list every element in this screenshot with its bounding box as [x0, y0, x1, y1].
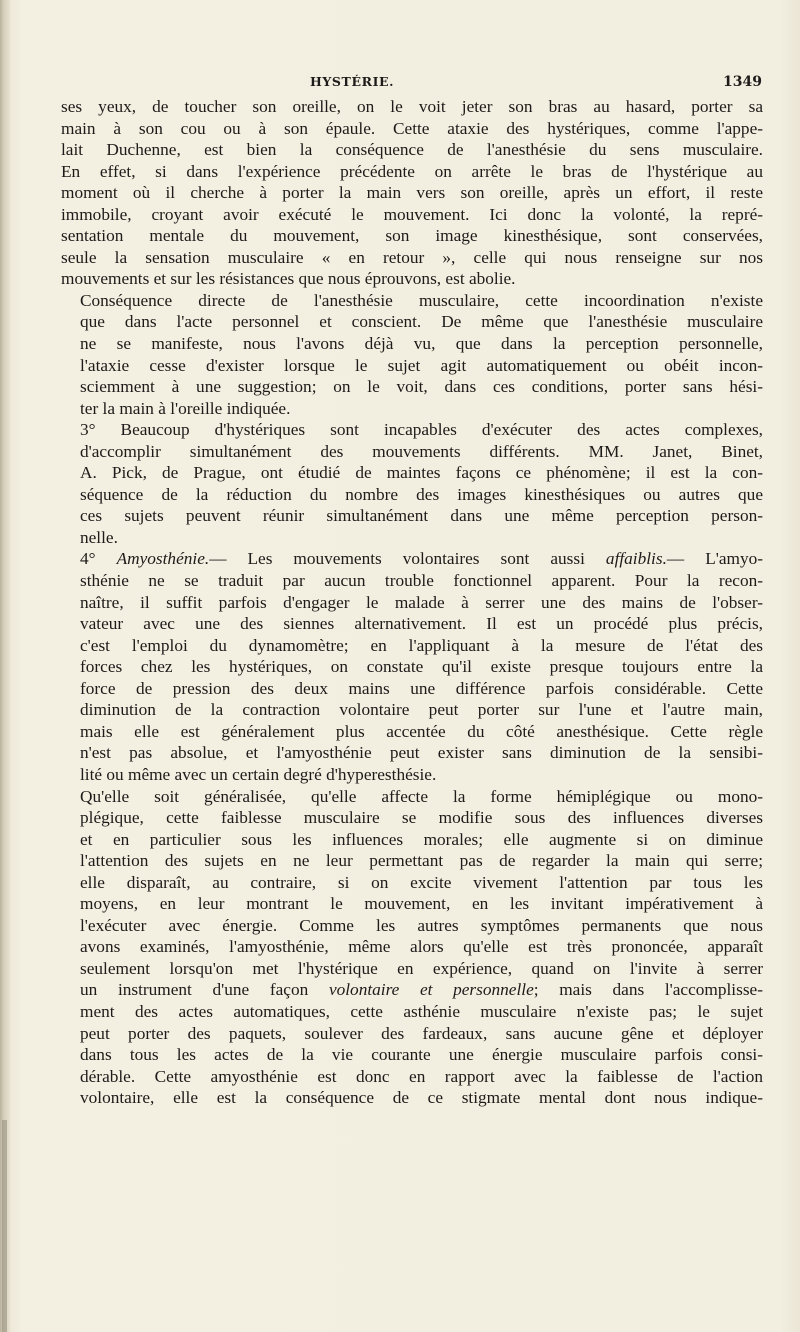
text-line — [61, 182, 763, 204]
text-run: mais elle est généralement plus accentée du côté anesthésique. Cette règle — [80, 721, 763, 741]
paragraph — [61, 96, 763, 290]
text-line — [61, 268, 763, 290]
text-run: ter la main à l'oreille indiquée. — [80, 398, 291, 418]
text-line — [61, 570, 763, 592]
paragraph — [61, 548, 763, 785]
text-run: mouvements et sur les résistances que nous éprouvons, est abolie. — [61, 269, 516, 289]
text-line — [61, 678, 763, 700]
text-line — [61, 505, 763, 527]
text-run: d'accomplir simultanément des mouvements différents. MM. Janet, Binet, — [80, 441, 763, 461]
text-run: sciemment à une suggestion; on le voit, dans ces conditions, porter sans hési- — [80, 377, 763, 397]
text-run: Qu'elle soit généralisée, qu'elle affecte la forme hémiplégique ou mono- — [80, 786, 763, 806]
paragraph — [61, 290, 763, 419]
text-run: l'exécuter avec énergie. Comme les autres symptômes permanents que nous — [80, 915, 763, 935]
text-run: seule la sensation musculaire « en retour », celle qui nous renseigne sur nos — [61, 247, 763, 267]
text-line — [61, 548, 763, 570]
text-line — [61, 915, 763, 937]
text-line — [61, 786, 763, 808]
text-line — [61, 958, 763, 980]
text-run: moment où il cherche à porter la main vers son oreille, après un effort, il reste — [61, 183, 763, 203]
text-line — [61, 1023, 763, 1045]
text-run: n'est pas absolue, et l'amyosthénie peut exister sans diminution de la sensibi- — [80, 743, 763, 763]
text-run: lité ou même avec un certain degré d'hyperesthésie. — [80, 764, 437, 784]
text-line — [61, 398, 763, 420]
text-line — [61, 139, 763, 161]
text-line — [61, 979, 763, 1001]
text-run: ces sujets peuvent réunir simultanément dans une même perception person- — [80, 506, 763, 526]
text-run: main à son cou ou à son épaule. Cette ataxie des hystériques, comme l'appe- — [61, 118, 763, 138]
text-run: — Les mouvements volontaires sont aussi — [209, 549, 606, 569]
text-line — [61, 936, 763, 958]
text-run: ment des actes automatiques, cette asthénie musculaire n'existe pas; le sujet — [80, 1001, 763, 1021]
page-binding-edge — [0, 0, 10, 1332]
text-run: elle disparaît, au contraire, si on excite vivement l'attention par tous les — [80, 872, 763, 892]
text-run: ; mais dans l'accomplisse- — [533, 980, 763, 1000]
text-line — [61, 419, 763, 441]
text-line — [61, 635, 763, 657]
page-number: 1349 — [723, 74, 762, 90]
text-line — [61, 225, 763, 247]
paragraph — [61, 786, 763, 1109]
text-line — [61, 247, 763, 269]
text-run: avons examinés, l'amyosthénie, même alors qu'elle est très prononcée, apparaît — [80, 937, 763, 957]
text-line — [61, 462, 763, 484]
text-run: un instrument d'une façon — [80, 980, 329, 1000]
text-line — [61, 592, 763, 614]
text-line — [61, 699, 763, 721]
text-run: volontaire, elle est la conséquence de ce stigmate mental dont nous indique- — [80, 1088, 763, 1108]
text-run: Conséquence directe de l'anesthésie musculaire, cette incoordination n'existe — [80, 290, 763, 310]
text-run: ne se manifeste, nous l'avons déjà vu, que dans la perception personnelle, — [80, 334, 763, 354]
text-line — [61, 829, 763, 851]
text-line — [61, 850, 763, 872]
text-run: A. Pick, de Prague, ont étudié de maintes façons ce phénomène; il est la con- — [80, 463, 763, 483]
text-run: lait Duchenne, est bien la conséquence de l'anesthésie du sens musculaire. — [61, 140, 763, 160]
text-line — [61, 656, 763, 678]
text-line — [61, 355, 763, 377]
text-line — [61, 1001, 763, 1023]
text-run: vateur avec une des siennes alternativement. Il est un procédé plus précis, — [80, 614, 763, 634]
text-line — [61, 484, 763, 506]
text-run: c'est l'emploi du dynamomètre; en l'appliquant à la mesure de l'état des — [80, 635, 763, 655]
text-line — [61, 721, 763, 743]
text-run: En effet, si dans l'expérience précédente on arrête le bras de l'hystérique au — [61, 161, 763, 181]
text-run: diminution de la contraction volontaire peut porter sur l'une et l'autre main, — [80, 700, 763, 720]
text-run: force de pression des deux mains une différence parfois considérable. Cette — [80, 678, 763, 698]
text-line — [61, 161, 763, 183]
text-line — [61, 118, 763, 140]
text-line — [61, 893, 763, 915]
text-run: nelle. — [80, 527, 118, 547]
text-line — [61, 742, 763, 764]
text-line — [61, 613, 763, 635]
text-line — [61, 376, 763, 398]
text-line — [61, 311, 763, 333]
text-run: dérable. Cette amyosthénie est donc en rapport avec la faiblesse de l'action — [80, 1066, 763, 1086]
page-header — [60, 74, 762, 96]
italic-run: Amyosthénie. — [116, 549, 210, 569]
text-run: 4° — [80, 549, 117, 569]
text-run: moyens, en leur montrant le mouvement, en les invitant impérativement à — [80, 894, 763, 914]
text-run: l'attention des sujets en ne leur permettant pas de regarder la main qui serre; — [80, 851, 763, 871]
text-line — [61, 1044, 763, 1066]
text-run: séquence de la réduction du nombre des images kinesthésiques ou autres que — [80, 484, 763, 504]
text-run: immobile, croyant avoir exécuté le mouvement. Ici donc la volonté, la repré- — [61, 204, 763, 224]
text-run: et en particulier sous les influences morales; elle augmente si on diminue — [80, 829, 763, 849]
text-run: forces chez les hystériques, on constate qu'il existe presque toujours entre la — [80, 657, 763, 677]
text-line — [61, 441, 763, 463]
text-line — [61, 1087, 763, 1109]
text-line — [61, 333, 763, 355]
text-run: l'ataxie cesse d'exister lorsque le sujet agit automatiquement ou obéit incon- — [80, 355, 763, 375]
body-text — [61, 96, 763, 1109]
text-run: 3° Beaucoup d'hystériques sont incapables d'exécuter des actes complexes, — [80, 420, 763, 440]
text-line — [61, 96, 763, 118]
text-run: — L'amyo- — [666, 549, 764, 569]
text-line — [61, 290, 763, 312]
text-line — [61, 1066, 763, 1088]
paragraph — [61, 419, 763, 548]
text-run: dans tous les actes de la vie courante une énergie musculaire parfois consi- — [80, 1045, 763, 1065]
text-line — [61, 764, 763, 786]
text-run: que dans l'acte personnel et conscient. De même que l'anesthésie musculaire — [80, 312, 763, 332]
text-run: sthénie ne se traduit par aucun trouble fonctionnel apparent. Pour la recon- — [80, 571, 763, 591]
text-run: naître, il suffit parfois d'engager le malade à serrer une des mains de l'obser- — [80, 592, 763, 612]
text-run: ses yeux, de toucher son oreille, on le voit jeter son bras au hasard, porter sa — [61, 97, 763, 116]
text-run: sentation mentale du mouvement, son image kinesthésique, sont conservées, — [61, 226, 763, 246]
running-title: HYSTÉRIE. — [310, 74, 395, 89]
text-run: plégique, cette faiblesse musculaire se modifie sous des influences diverses — [80, 808, 763, 828]
text-run: peut porter des paquets, soulever des fardeaux, sans aucune gêne et déployer — [80, 1023, 763, 1043]
text-line — [61, 204, 763, 226]
italic-run: affaiblis. — [605, 549, 667, 569]
italic-run: volontaire et personnelle — [328, 980, 534, 1000]
text-line — [61, 872, 763, 894]
text-line — [61, 527, 763, 549]
text-line — [61, 807, 763, 829]
text-run: seulement lorsqu'on met l'hystérique en expérience, quand on l'invite à serrer — [80, 958, 763, 978]
